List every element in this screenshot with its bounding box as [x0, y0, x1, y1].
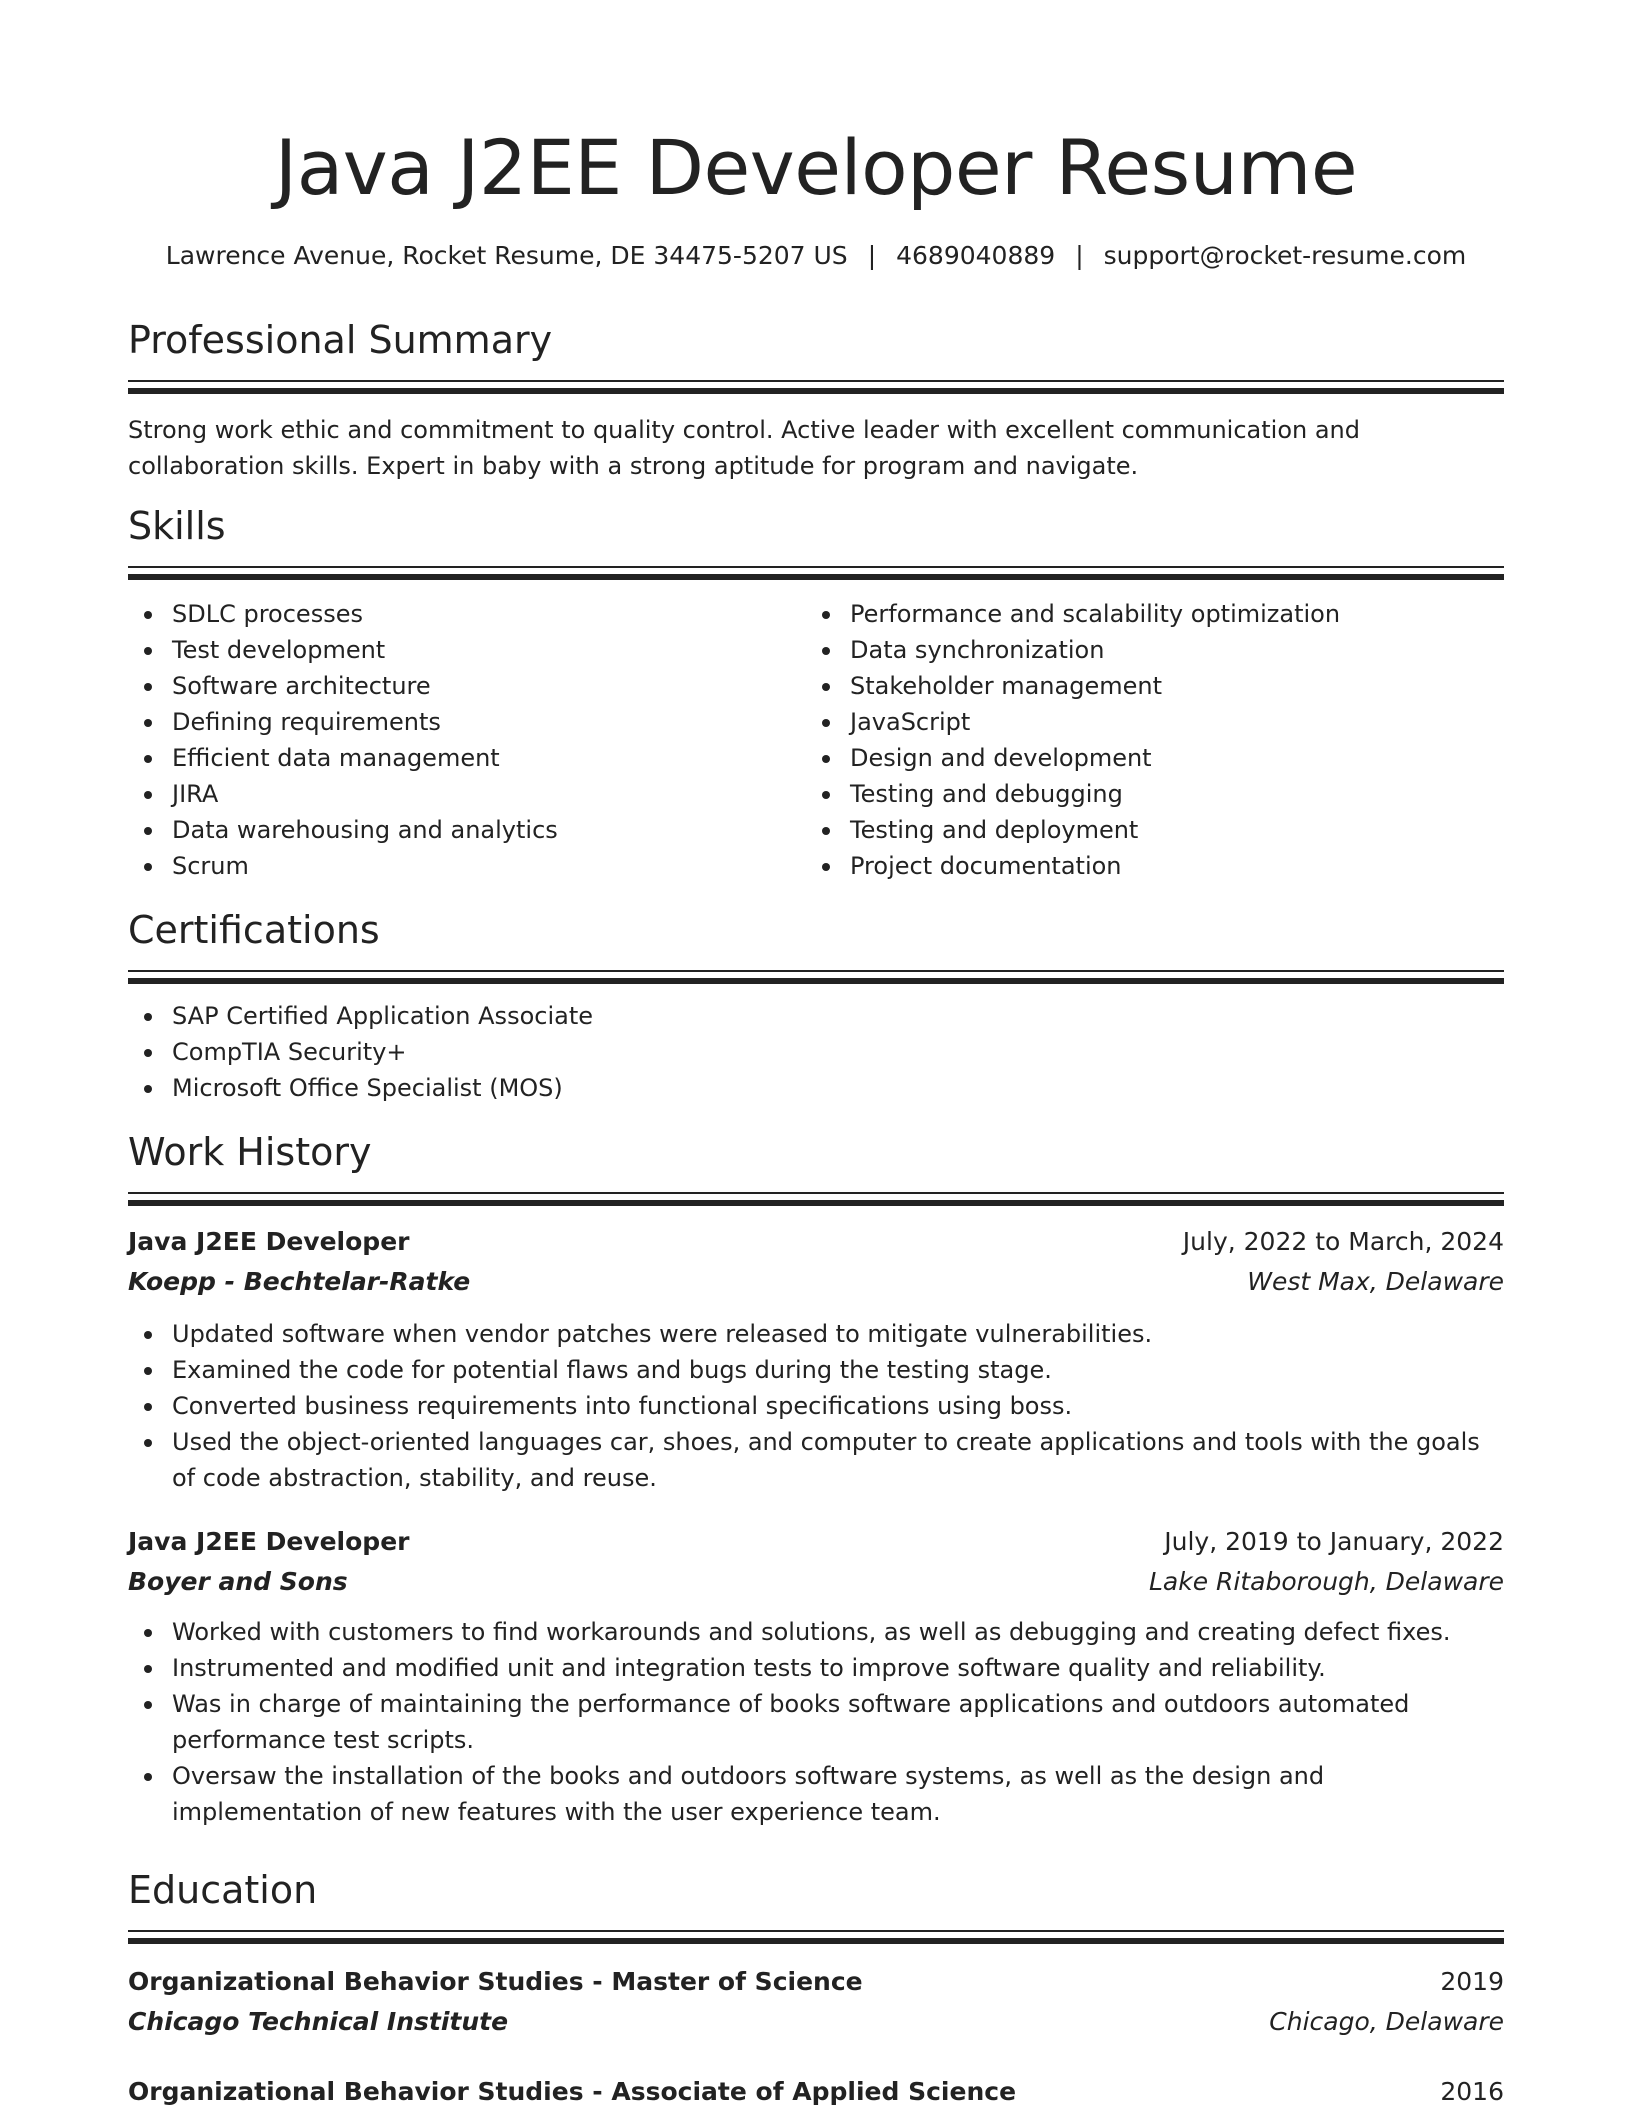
job-location: West Max, Delaware — [1247, 1267, 1504, 1296]
job-bullet: Worked with customers to find workarounds and solutions, as well as debugging and creating defect fixes. — [172, 1614, 1504, 1650]
skills-column-left — [128, 596, 806, 884]
education-heading: Education — [128, 1868, 318, 1912]
certification-item: Microsoft Office Specialist (MOS) — [172, 1070, 1504, 1106]
job-entry — [128, 1222, 1504, 1496]
certifications-heading: Certifications — [128, 908, 380, 952]
job-bullet: Instrumented and modified unit and integration tests to improve software quality and reliability. — [172, 1650, 1504, 1686]
education-entry — [128, 1962, 1504, 2042]
education-year: 2016 — [1440, 2077, 1504, 2106]
certification-item: CompTIA Security+ — [172, 1034, 1504, 1070]
summary-text: Strong work ethic and commitment to quality control. Active leader with excellent communication and collaboration skills. Expert in baby with a strong aptitude for program and navigate. — [128, 416, 1360, 480]
skill-item: Data warehousing and analytics — [172, 812, 806, 848]
contact-phone: 4689040889 — [896, 241, 1056, 270]
skill-item: SDLC processes — [172, 596, 806, 632]
work-history-section — [128, 1126, 1504, 1830]
job-title: Java J2EE Developer — [128, 1527, 410, 1556]
skill-item: Test development — [172, 632, 806, 668]
job-bullet: Used the object-oriented languages car, shoes, and computer to create applications and tools with the goals of code abstraction, stability, and reuse. — [172, 1424, 1504, 1496]
job-bullet: Examined the code for potential flaws and bugs during the testing stage. — [172, 1352, 1504, 1388]
skills-column-right — [806, 596, 1484, 884]
skill-item: Scrum — [172, 848, 806, 884]
work-history-heading: Work History — [128, 1130, 372, 1174]
section-divider — [128, 380, 1504, 394]
skill-item: Software architecture — [172, 668, 806, 704]
contact-address: Lawrence Avenue, Rocket Resume, DE 34475-5207 US — [165, 241, 848, 270]
contact-separator: | — [1075, 241, 1084, 270]
job-bullet: Oversaw the installation of the books and outdoors software systems, as well as the design and implementation of new features with the user experience team. — [172, 1758, 1504, 1830]
contact-separator: | — [867, 241, 877, 270]
job-company: Koepp - Bechtelar-Ratke — [128, 1267, 471, 1296]
section-divider — [128, 1192, 1504, 1206]
skill-item: JavaScript — [850, 704, 1484, 740]
skills-heading: Skills — [128, 504, 226, 548]
section-divider — [128, 566, 1504, 580]
education-location: Chicago, Delaware — [1269, 2007, 1504, 2036]
education-section — [128, 1864, 1504, 2112]
skill-item: Data synchronization — [850, 632, 1484, 668]
certifications-section — [128, 904, 1504, 1106]
education-degree: Organizational Behavior Studies - Associate of Applied Science — [128, 2077, 1017, 2106]
resume-title: Java J2EE Developer Resume — [274, 123, 1358, 212]
skill-item: JIRA — [172, 776, 806, 812]
job-entry — [128, 1522, 1504, 1830]
skill-item: Design and development — [850, 740, 1484, 776]
job-company: Boyer and Sons — [128, 1567, 348, 1596]
skill-item: Performance and scalability optimization — [850, 596, 1484, 632]
certification-item: SAP Certified Application Associate — [172, 998, 1504, 1034]
education-school: Chicago Technical Institute — [128, 2007, 509, 2036]
contact-email: support@rocket-resume.com — [1103, 241, 1467, 270]
skill-item: Testing and debugging — [850, 776, 1484, 812]
education-year: 2019 — [1440, 1967, 1504, 1996]
summary-section — [128, 314, 1504, 484]
skill-item: Efficient data management — [172, 740, 806, 776]
job-title: Java J2EE Developer — [128, 1227, 410, 1256]
skill-item: Defining requirements — [172, 704, 806, 740]
job-bullet: Was in charge of maintaining the performance of books software applications and outdoors automated performance test scripts. — [172, 1686, 1504, 1758]
education-entry — [128, 2072, 1504, 2112]
skill-item: Testing and deployment — [850, 812, 1484, 848]
job-location: Lake Ritaborough, Delaware — [1148, 1567, 1504, 1596]
job-bullet: Converted business requirements into functional specifications using boss. — [172, 1388, 1504, 1424]
job-dates: July, 2022 to March, 2024 — [1182, 1227, 1504, 1256]
section-divider — [128, 1930, 1504, 1944]
skill-item: Stakeholder management — [850, 668, 1484, 704]
education-degree: Organizational Behavior Studies - Master of Science — [128, 1967, 863, 1996]
job-bullet: Updated software when vendor patches were released to mitigate vulnerabilities. — [172, 1316, 1504, 1352]
skills-section — [128, 500, 1504, 884]
skill-item: Project documentation — [850, 848, 1484, 884]
skills-columns — [128, 596, 1504, 884]
section-divider — [128, 970, 1504, 984]
job-dates: July, 2019 to January, 2022 — [1164, 1527, 1504, 1556]
contact-line — [128, 236, 1504, 276]
summary-heading: Professional Summary — [128, 318, 553, 362]
